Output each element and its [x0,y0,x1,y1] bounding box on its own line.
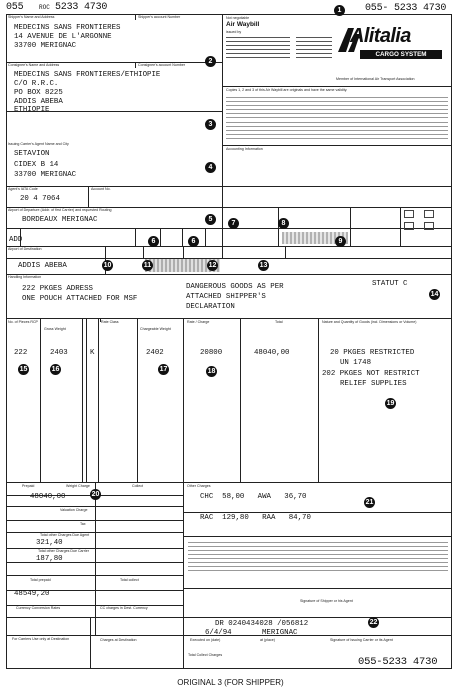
callout-12: 12 [208,262,217,269]
total-collect-label: Total collect [120,578,139,582]
pieces-value: 222 [14,349,28,357]
execution-ref: DR 0240434028 /056812 [215,620,309,628]
conditions-fine-print [226,95,448,143]
departure-label: Airport of Departure (Addr. of first Carrier) and requested Routing [8,208,112,212]
shipper-account-label: Shipper's account Number [138,15,181,19]
callout-16: 16 [51,366,60,373]
rate-class-label: Rate Class [101,320,119,324]
shipper-city: 33700 MERIGNAC [14,42,77,50]
total-prepaid-value: 48549,20 [14,590,50,598]
callout-20: 20 [91,491,100,498]
total-value: 48040,00 [254,349,290,357]
callout-17: 17 [159,366,168,373]
nature-line3: 202 PKGES NOT RESTRICT [322,370,420,378]
iata-code-label: Agent's IATA Code [8,187,38,191]
total-prepaid-label: Total prepaid [30,578,51,582]
callout-8: 8 [278,218,289,229]
callout-4: 4 [205,162,216,173]
nature-line2: UN 1748 [340,359,372,367]
shipper-name: MEDECINS SANS FRONTIERES [14,24,121,32]
weight-charge-prepaid: 48040,00 [30,493,66,501]
cc-charges-label: CC charges in Dest. Currency [100,606,148,610]
due-agent-label: Total other Charges Due Agent [40,533,90,537]
chargeable-weight-value: 2402 [146,349,164,357]
shipper-label: Shipper's Name and Address [8,15,55,19]
statut: STATUT C [372,280,408,288]
dangerous-goods-line1: DANGEROUS GOODS AS PER [186,283,284,291]
pieces-label: No. of Pieces RCP [8,320,38,324]
issued-by: issued by [226,30,242,34]
gross-weight-value: 2403 [50,349,68,357]
due-carrier-value: 187,80 [36,555,63,563]
shipper-address: 14 AVENUE DE L'ARGONNE [14,33,112,41]
awb-serial: 5233 4730 [55,2,108,13]
other-charges-line2: RAC 129,80 RAA 84,70 [200,514,311,522]
collect-label: Collect [132,484,143,488]
callout-10: 10 [103,262,112,269]
consignee-line3: PO BOX 8225 [14,89,63,97]
at-place-label: at (place) [260,638,275,642]
nature-line1: 20 PKGES RESTRICTED [330,349,415,357]
signature-carrier-label: Signature of Issuing Carrier or its Agent [330,638,393,642]
due-agent-value: 321,40 [36,539,63,547]
callout-5: 5 [205,214,216,225]
handling-line1: 222 PKGES ADRESS [22,285,93,293]
cargo-system-badge: CARGO SYSTEM [360,50,442,59]
execution-place: MERIGNAC [262,629,298,637]
dangerous-goods-line3: DECLARATION [186,303,235,311]
total-label: Total [275,320,283,324]
agent-name: SETAVION [14,150,50,158]
shipper-certification-fine-print [188,540,448,584]
due-carrier-label: Total other Charges Due Carrier [38,549,89,553]
callout-19: 19 [386,400,395,407]
executed-on-label: Executed on (date) [190,638,221,642]
consignee-line4: ADDIS ABEBA [14,98,63,106]
not-negotiable: Not negotiable [226,16,250,20]
consignee-line2: C/O R.R.C. [14,80,59,88]
awb-number-bottom: 055-5233 4730 [358,656,438,668]
callout-6b: 6 [188,236,199,247]
copies-note: Copies 1, 2 and 3 of this Air Waybill are originals and have the same validity. [226,88,348,92]
prepaid-label: Prepaid [22,484,35,488]
handling-label: Handling Information [8,275,42,279]
destination-airport: ADDIS ABEBA [18,262,67,270]
nature-label: Nature and Quantity of Goods (incl. Dimensions or Volume) [322,320,417,324]
rate-charge-label: Rate / Charge [187,320,210,324]
awb-prefix: 055 [6,2,24,13]
callout-11: 11 [143,262,152,269]
routing-to: ADD [9,236,23,244]
callout-22: 22 [369,619,378,626]
signature-shipper-label: Signature of Shipper or his Agent [300,599,353,603]
agent-line2: CIDEX B 14 [14,161,59,169]
callout-3: 3 [205,119,216,130]
callout-6a: 6 [148,236,159,247]
iata-code: 20 4 7064 [20,195,60,203]
callout-1: 1 [334,5,345,16]
callout-9: 9 [335,236,346,247]
total-collect-charges-label: Total Collect Charges [188,653,223,657]
valuation-charge-label: Valuation Charge [60,508,88,512]
roc-code: ROC [39,4,50,11]
other-charges-label: Other Charges [187,484,211,488]
currency-rates-label: Currency Conversion Rates [16,606,61,610]
callout-18: 18 [207,368,216,375]
accounting-label: Accounting Information [226,147,263,151]
other-charges-line1: CHC 58,00 AWA 36,70 [200,493,307,501]
gross-weight-label: Gross Weight [44,327,66,331]
alitalia-wordmark: Alitalia [350,25,411,47]
departure-airport: BORDEAUX MERIGNAC [22,216,98,224]
execution-date: 6/4/94 [205,629,232,637]
agent-line3: 33700 MERIGNAC [14,171,77,179]
rate-class-value: K [90,349,95,357]
charges-destination-label: Charges at Destination [100,638,137,642]
rate-value: 20800 [200,349,223,357]
account-no-label: Account No. [91,187,111,191]
tax-label: Tax [80,522,86,526]
consignee-name: MEDECINS SANS FRONTIERES/ETHIOPIE [14,71,161,79]
handling-line2: ONE POUCH ATTACHED FOR MSF [22,295,138,303]
for-carrier-label: For Carriers Use only at Destination [12,637,70,641]
nature-line4: RELIEF SUPPLIES [340,380,407,388]
agent-label: Issuing Carrier's Agent Name and City [8,142,69,146]
dangerous-goods-line2: ATTACHED SHIPPER'S [186,293,266,301]
destination-label: Airport of Destination [8,247,42,251]
alitalia-logo [336,24,448,64]
callout-2: 2 [205,56,216,67]
callout-13: 13 [259,262,268,269]
awb-number-top-right: 055- 5233 4730 [365,3,447,14]
callout-15: 15 [19,366,28,373]
iata-member-note: Member of International Air Transport Association [336,77,415,81]
doc-title: Air Waybill [226,21,260,28]
chargeable-weight-label: Chargeable Weight [140,327,171,331]
callout-14: 14 [430,291,439,298]
weight-charge-label: Weight Charge [66,484,90,488]
callout-21: 21 [365,499,374,506]
consignee-account-label: Consignee's account Number [138,63,186,67]
original-copy-footer: ORIGINAL 3 (FOR SHIPPER) [177,678,284,687]
consignee-line5: ETHIOPIE [14,106,50,114]
callout-7: 7 [228,218,239,229]
consignee-label: Consignee's Name and Address [8,63,60,67]
